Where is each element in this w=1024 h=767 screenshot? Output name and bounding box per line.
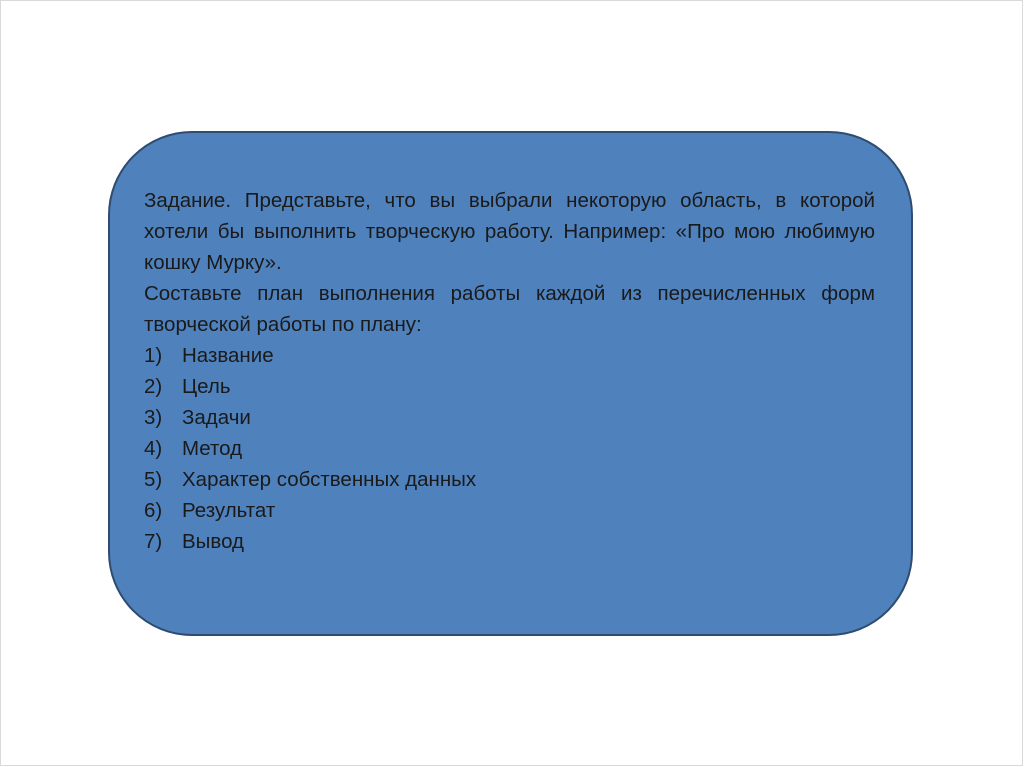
plan-item-number: 6) [144,499,163,522]
plan-item-label: Цель [182,375,231,398]
plan-item-number: 1) [144,344,163,367]
plan-item-number: 5) [144,468,163,491]
plan-item [144,433,875,464]
plan-item-label: Задачи [182,406,251,429]
plan-item-label: Название [182,344,274,367]
plan-item [144,526,875,557]
plan-item-label: Метод [182,437,243,460]
task-content [144,185,875,557]
task-instruction: Составьте план выполнения работы каждой из перечисленных форм творческой работы по плану: [144,282,875,336]
plan-item-label: Характер собственных данных [182,468,477,491]
plan-item-label: Результат [182,499,276,522]
plan-item [144,402,875,433]
plan-item-label: Вывод [182,530,244,553]
plan-item-number: 2) [144,375,163,398]
plan-item [144,371,875,402]
task-intro: Задание. Представьте, что вы выбрали некоторую область, в которой хотели бы выполнить творческую работу. Например: «Про мою любимую кошку Мурку». [144,189,875,274]
plan-list [144,340,875,557]
plan-item [144,340,875,371]
plan-item-number: 3) [144,406,163,429]
plan-item-number: 4) [144,437,163,460]
plan-item-number: 7) [144,530,163,553]
plan-item [144,464,875,495]
plan-item [144,495,875,526]
